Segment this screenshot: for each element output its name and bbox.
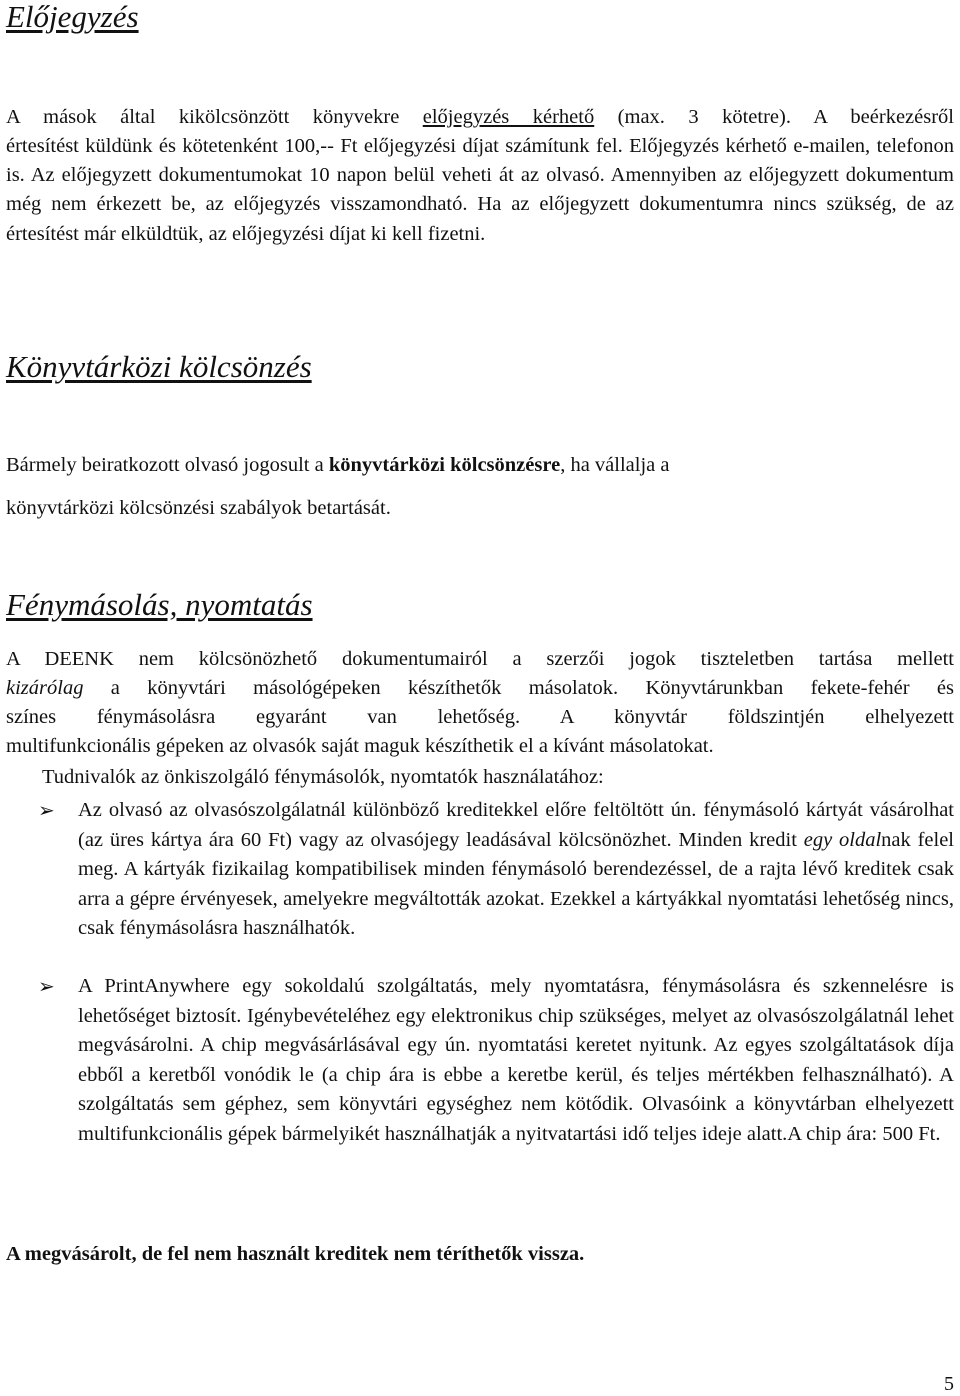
reservation-link[interactable]: előjegyzés kérhető (422, 106, 595, 128)
copy-line-3: színes fénymásolásra egyaránt van lehetőség. A könyvtár földszintjén elhelyezett (6, 706, 954, 728)
bullet-arrow-icon: ➢ (38, 974, 55, 998)
bullet-item-card: ➢ Az olvasó az olvasószolgálatnál különböző kreditekkel előre feltöltött ún. fénymásoló kártyát vásárolhat (az üres kártya ára 60 Ft) vagy az olvasójegy leadásával kölcsönözhet. Minden kredit egy oldalnak felel meg. A kártyák fizikailag kompatibilisek minden fénymásoló berendezéssel, de a rajta lévő kreditek csak arra a gépre érvényesek, amelyekre megváltották azokat. Ezekkel a kártyákkal nyomtatási lehetőség nincs, csak fénymásolásra használhatók. (38, 798, 954, 940)
bullet-item-printanywhere: ➢ A PrintAnywhere egy sokoldalú szolgáltatás, mely nyomtatásra, fénymásolásra és szkennelésre is lehetőséget biztosít. Igénybevételéhez egy elektronikus chip szükséges, melyet az olvasószolgálatnál lehet megvásárolni. A chip megvásárlásával egy ún. nyomtatási keretet nyitunk. Az egyes szolgáltatások díja ebből a keretből vonódik le (a chip ára is ebbe a keretbe kerül, és teljes mértékben felhasználható). A szolgáltatás sem géphez, sem könyvtári egységhez nem kötődik. Olvasóink a könyvtárban elhelyezett multifunkcionális gépek bármelyikét használhatják a nyitvatartási idő teljes ideje alatt.A chip ára: 500 Ft. (38, 974, 954, 1145)
reservation-first-line: A mások által kikölcsönzött könyvekre előjegyzés kérhető (max. 3 kötetre). A beérkezésről (6, 106, 954, 128)
heading-konyvtarkozi: Könyvtárközi kölcsönzés (6, 349, 312, 384)
copy-line-4: multifunkcionális gépeken az olvasók saját maguk készíthetik el a kívánt másolatokat. (6, 735, 714, 757)
ill-first-line: Bármely beiratkozott olvasó jogosult a könyvtárközi kölcsönzésre, ha vállalja a (6, 454, 670, 476)
ill-bold-term: könyvtárközi kölcsönzésre (328, 454, 561, 476)
copy-line-2: kizárólag a könyvtári másológépeken készíthetők másolatok. Könyvtárunkban fekete-fehér és (6, 677, 954, 699)
bullet-arrow-icon: ➢ (38, 798, 55, 822)
page-number: 5 (944, 1373, 954, 1395)
bullet-italic-term: egy oldal (803, 828, 882, 851)
heading-elojegyzes: Előjegyzés (6, 0, 139, 34)
ill-second-line: könyvtárközi kölcsönzési szabályok betartását. (6, 497, 391, 519)
copy-line-1: A DEENK nem kölcsönözhető dokumentumairól a szerzői jogok tiszteletben tartása mellett (6, 648, 954, 670)
heading-fenymasolas: Fénymásolás, nyomtatás (6, 587, 313, 622)
closing-note: A megvásárolt, de fel nem használt kreditek nem téríthetők vissza. (6, 1243, 585, 1265)
copy-intro: Tudnivalók az önkiszolgáló fénymásolók, nyomtatók használatához: (42, 766, 604, 788)
reservation-paragraph: értesítést küldünk és kötetenként 100,-- Ft előjegyzési díjat számítunk fel. Előjegyzés kérhető e-mailen, telefonon is. Az előjegyzett dokumentumokat 10 napon belül veheti át az olvasó. Amennyiben az előjegyzett dokumentum még nem érkezett be, az előjegyzés visszamondható. Ha az előjegyzett dokumentumra nincs szükség, de az értesítést már elküldtük, az előjegyzési díjat ki kell fizetni. (6, 135, 954, 245)
copy-italic-term: kizárólag (6, 677, 84, 699)
